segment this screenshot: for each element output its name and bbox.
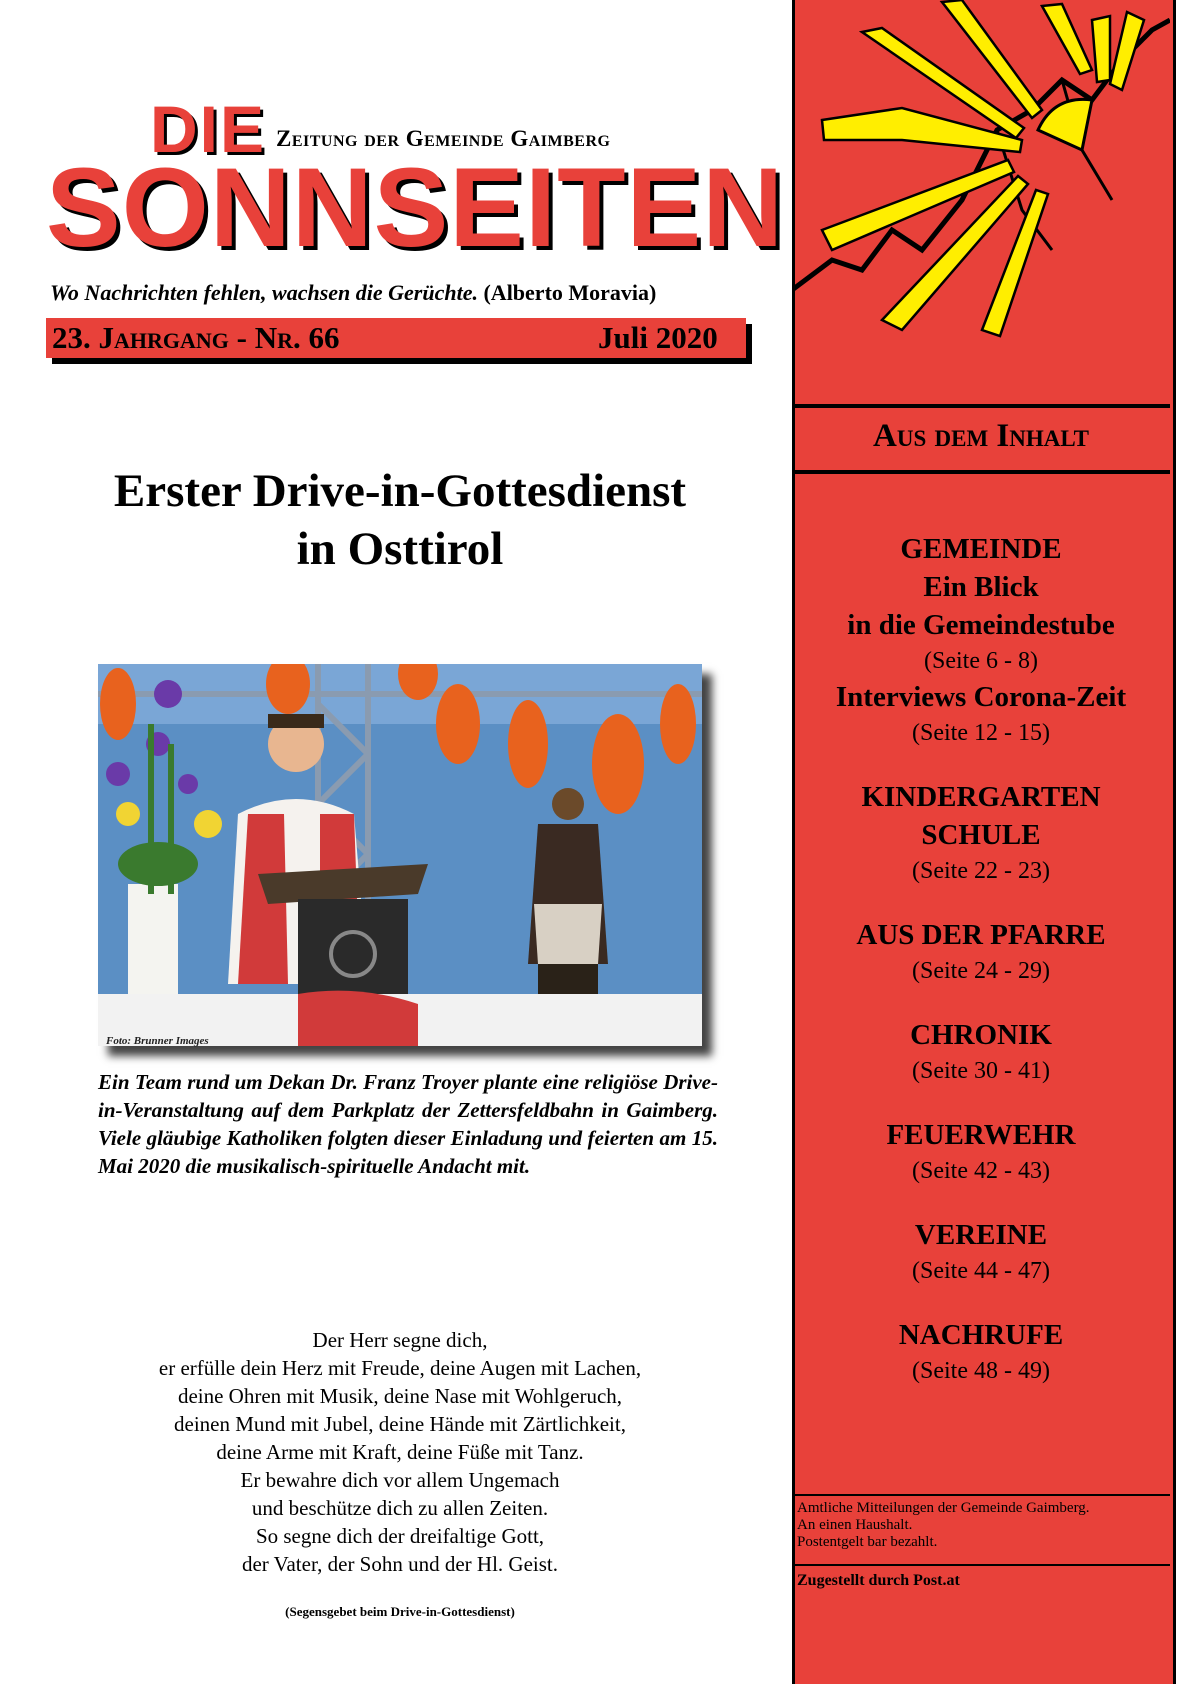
toc-section-title: NACHRUFE <box>898 1319 1064 1351</box>
official-notice-line: Amtliche Mitteilungen der Gemeinde Gaimberg. <box>797 1500 1090 1516</box>
blessing-line: So segne dich der dreifaltige Gott, <box>255 1524 545 1548</box>
toc-section-title: AUS DER PFARRE <box>856 919 1106 951</box>
blessing-line: Der Herr segne dich, <box>312 1328 488 1352</box>
sidebar-rule-amtlich <box>792 1494 1170 1496</box>
motto-author: (Alberto Moravia) <box>483 280 657 305</box>
official-notice <box>797 1500 1167 1551</box>
toc-section-gemeinde <box>792 530 1170 750</box>
photo-illustration <box>98 664 702 1046</box>
toc-item-pages: (Seite 44 - 47) <box>912 1258 1050 1284</box>
page-title <box>60 462 740 578</box>
masthead-subtitle: Zeitung der Gemeinde Gaimberg <box>276 126 611 151</box>
sidebar-rule-top <box>792 404 1170 408</box>
blessing-text <box>100 1326 700 1578</box>
motto-quote: Wo Nachrichten fehlen, wachsen die Gerüchte. <box>50 280 478 305</box>
masthead-title: SONNSEITEN <box>46 145 785 270</box>
toc-item-pages: (Seite 22 - 23) <box>912 858 1050 884</box>
toc-section-title: KINDERGARTEN SCHULE <box>861 781 1101 851</box>
toc-section-chronik <box>792 1016 1170 1088</box>
masthead-die: DIE <box>150 92 267 166</box>
headline-line: in Osttirol <box>296 523 504 575</box>
toc-section-pfarre <box>792 916 1170 988</box>
toc-item-pages: (Seite 24 - 29) <box>912 958 1050 984</box>
toc-item-pages: (Seite 48 - 49) <box>912 1358 1050 1384</box>
blessing-line: deinen Mund mit Jubel, deine Hände mit Zärtlichkeit, <box>174 1412 626 1436</box>
toc-item-pages: (Seite 30 - 41) <box>912 1058 1050 1084</box>
toc-section-feuerwehr <box>792 1116 1170 1188</box>
article-lead: Ein Team rund um Dekan Dr. Franz Troyer plante eine religiöse Drive-in-Veranstaltung auf dem Parkplatz der Zettersfeldbahn in Gaimberg. Viele gläubige Katholiken folgten dieser Einladung und feierten am 15. Mai 2020 die musikalisch-spirituelle Andacht mit. <box>98 1070 718 1178</box>
official-notice-line: An einen Haushalt. <box>797 1517 913 1533</box>
blessing-line: und beschütze dich zu allen Zeiten. <box>251 1496 549 1520</box>
table-of-contents <box>792 530 1170 1416</box>
article-photo <box>98 664 702 1046</box>
toc-section-vereine <box>792 1216 1170 1288</box>
blessing-line: deine Arme mit Kraft, deine Füße mit Tanz. <box>216 1440 584 1464</box>
sidebar-rule-heading <box>792 470 1170 474</box>
blessing-note: (Segensgebet beim Drive-in-Gottesdienst) <box>285 1604 515 1619</box>
toc-item-pages: (Seite 42 - 43) <box>912 1158 1050 1184</box>
blessing-line: er erfülle dein Herz mit Freude, deine Augen mit Lachen, <box>158 1356 642 1380</box>
sidebar-rule-post <box>792 1564 1170 1566</box>
toc-item-title: Ein Blick in die Gemeindestube <box>847 571 1115 641</box>
toc-section-title: VEREINE <box>914 1219 1048 1251</box>
photo-credit: Foto: Brunner Images <box>106 1035 209 1047</box>
toc-section-nachrufe <box>792 1316 1170 1388</box>
blessing-line: der Vater, der Sohn und der Hl. Geist. <box>241 1552 559 1576</box>
sun-mountain-logo <box>792 0 1170 390</box>
toc-section-title: GEMEINDE <box>900 533 1062 565</box>
toc-item-title: Interviews Corona-Zeit <box>835 681 1127 713</box>
blessing-line: deine Ohren mit Musik, deine Nase mit Wohlgeruch, <box>177 1384 623 1408</box>
masthead-motto <box>50 280 656 306</box>
issue-date: Juli 2020 <box>598 320 718 355</box>
toc-section-title: FEUERWEHR <box>886 1119 1076 1151</box>
postal-notice: Zugestellt durch Post.at <box>797 1572 960 1589</box>
issue-number: 23. Jahrgang - Nr. 66 <box>52 320 340 355</box>
sidebar-heading: Aus dem Inhalt <box>873 418 1089 454</box>
headline-line: Erster Drive-in-Gottesdienst <box>113 465 687 517</box>
toc-item-pages: (Seite 12 - 15) <box>912 720 1050 746</box>
toc-section-title: CHRONIK <box>910 1019 1052 1051</box>
toc-section-kindergarten <box>792 778 1170 888</box>
official-notice-line: Postentgelt bar bezahlt. <box>797 1534 938 1550</box>
toc-item-pages: (Seite 6 - 8) <box>924 648 1038 674</box>
blessing-line: Er bewahre dich vor allem Ungemach <box>240 1468 560 1492</box>
